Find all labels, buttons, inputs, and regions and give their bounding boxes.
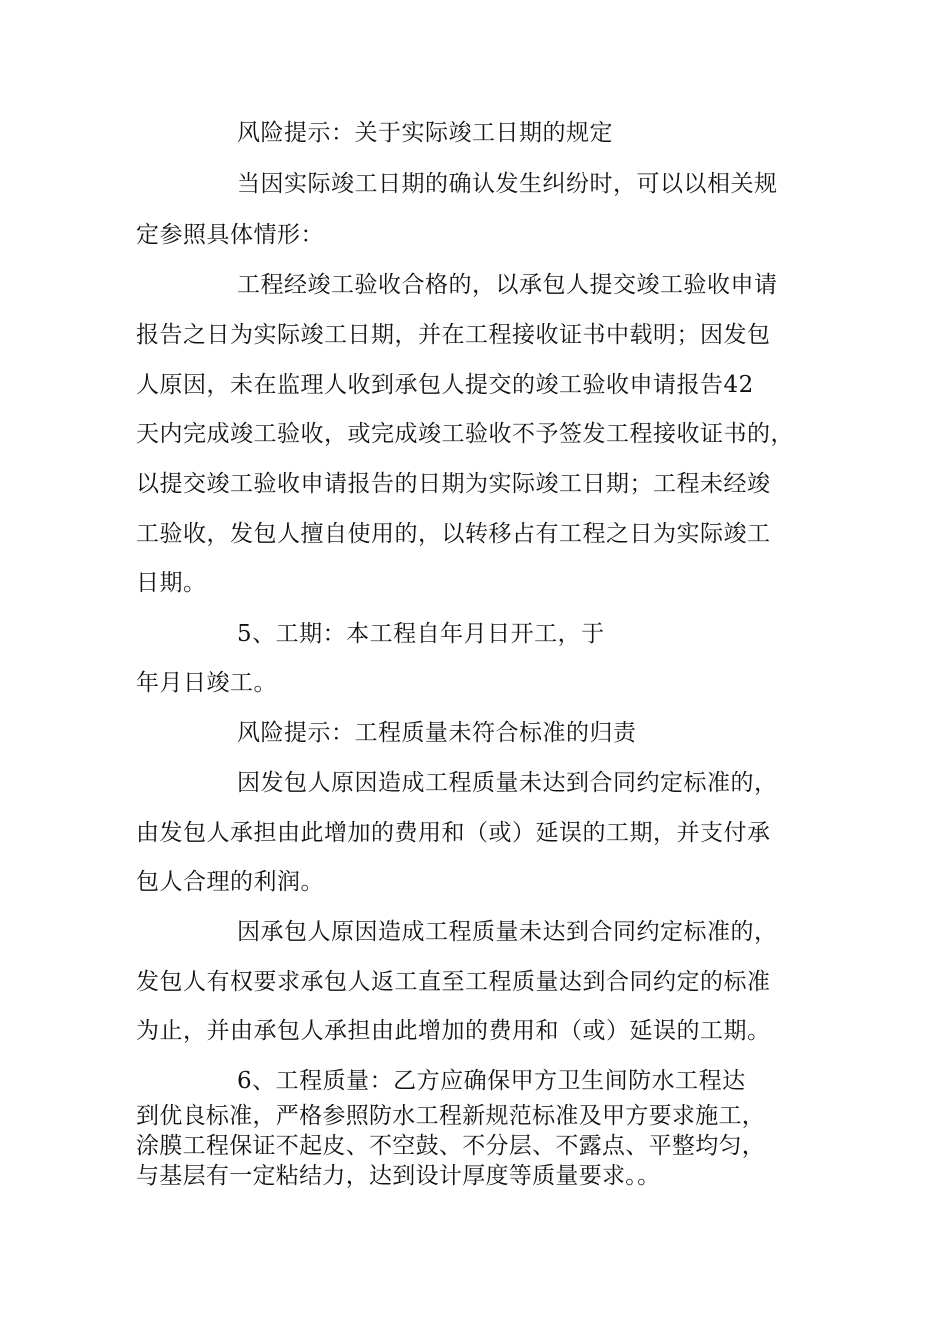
paragraph-line: 以提交竣工验收申请报告的日期为实际竣工日期；工程未经竣	[136, 471, 771, 497]
paragraph-line: 报告之日为实际竣工日期，并在工程接收证书中载明；因发包	[136, 322, 771, 348]
paragraph-line: 年月日竣工。	[136, 670, 277, 696]
paragraph-line: 工验收，发包人擅自使用的，以转移占有工程之日为实际竣工	[136, 521, 771, 547]
paragraph-line: 工程经竣工验收合格的，以承包人提交竣工验收申请	[237, 272, 778, 298]
risk-heading-quality: 风险提示：工程质量未符合标准的归责	[237, 720, 637, 746]
paragraph-line: 发包人有权要求承包人返工直至工程质量达到合同约定的标准	[136, 969, 771, 995]
paragraph-line: 定参照具体情形：	[136, 222, 324, 248]
paragraph-line: 为止，并由承包人承担由此增加的费用和（或）延误的工期。	[136, 1018, 771, 1044]
paragraph-line: 到优良标准，严格参照防水工程新规范标准及甲方要求施工，	[136, 1103, 766, 1129]
paragraph-line: 涂膜工程保证不起皮、不空鼓、不分层、不露点、平整均匀，	[136, 1133, 766, 1159]
paragraph-line: 与基层有一定粘结力，达到设计厚度等质量要求。。	[136, 1163, 661, 1189]
clause-6-quality: 6、工程质量：乙方应确保甲方卫生间防水工程达	[237, 1068, 746, 1094]
paragraph-line: 因发包人原因造成工程质量未达到合同约定标准的，	[237, 770, 778, 796]
paragraph-line: 当因实际竣工日期的确认发生纠纷时，可以以相关规	[237, 171, 778, 197]
paragraph-line: 人原因，未在监理人收到承包人提交的竣工验收申请报告42	[136, 372, 754, 398]
paragraph-line: 日期。	[136, 570, 207, 596]
paragraph-line: 天内完成竣工验收，或完成竣工验收不予签发工程接收证书的，	[136, 421, 794, 447]
paragraph-line: 包人合理的利润。	[136, 869, 324, 895]
clause-5-schedule: 5、工期：本工程自年月日开工，于	[237, 621, 605, 647]
paragraph-line: 因承包人原因造成工程质量未达到合同约定标准的，	[237, 919, 778, 945]
risk-heading-completion-date: 风险提示：关于实际竣工日期的规定	[237, 120, 613, 146]
paragraph-line: 由发包人承担由此增加的费用和（或）延误的工期，并支付承	[136, 820, 771, 846]
